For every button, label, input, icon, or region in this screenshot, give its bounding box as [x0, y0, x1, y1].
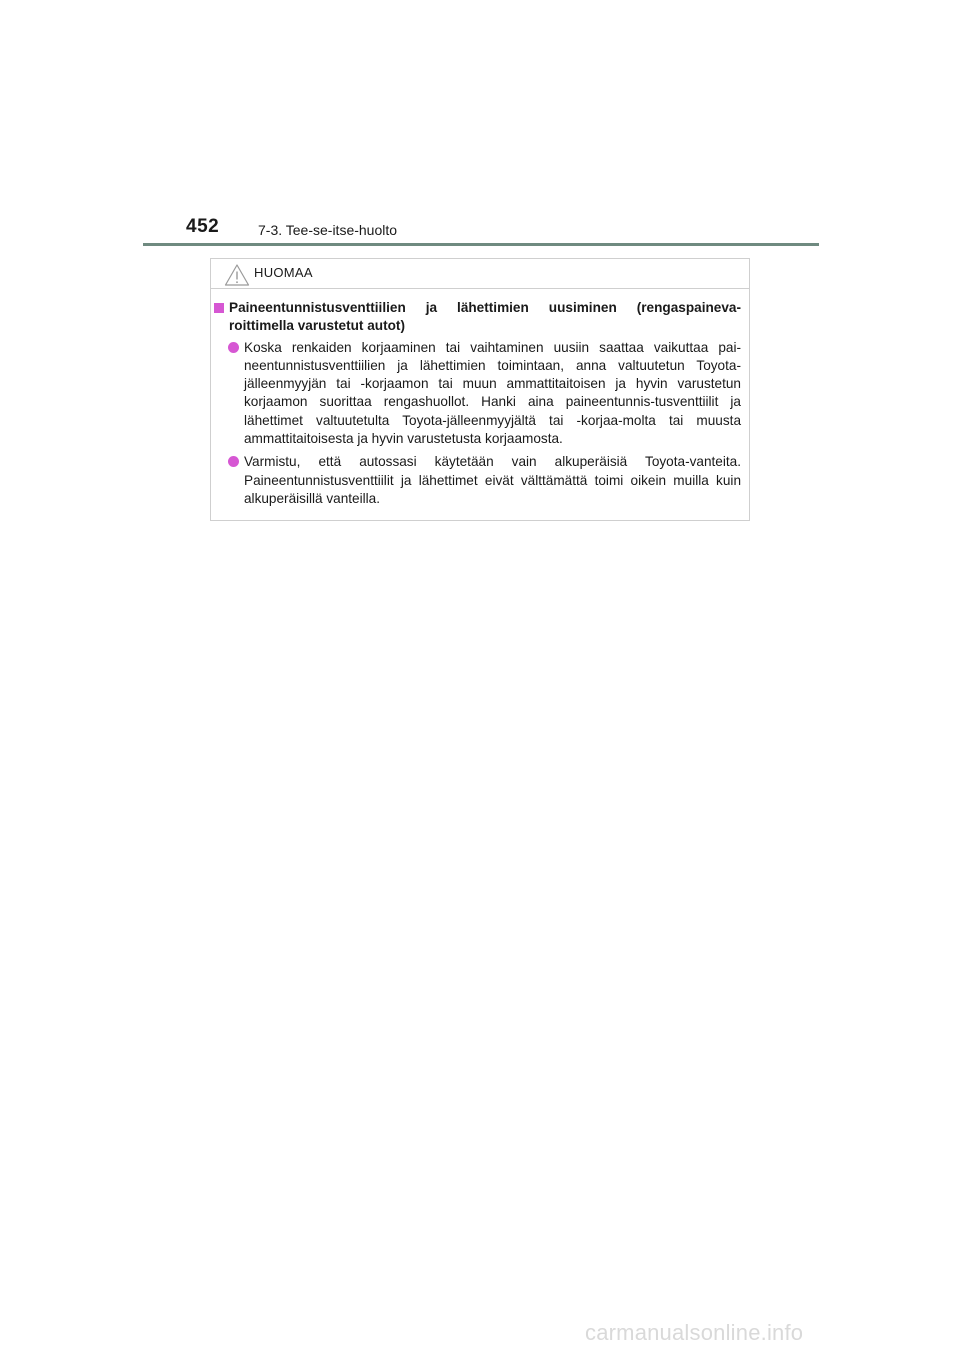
notice-heading: [214, 299, 741, 336]
watermark: carmanualsonline.info: [585, 1320, 804, 1345]
page-number: 452: [186, 216, 220, 237]
section-title: 7-3. Tee-se-itse-huolto: [258, 222, 398, 238]
list-item: [214, 339, 741, 449]
header-rule: [143, 243, 819, 246]
notice-body: [214, 299, 741, 508]
dot-bullet-icon: [228, 456, 239, 467]
warning-triangle-icon: [224, 263, 250, 287]
square-bullet-icon: [214, 303, 224, 313]
list-item-text: Koska renkaiden korjaaminen tai vaihtaminen uusiin saattaa vaikuttaa pai-neentunnistusventtiilien ja lähettimien toimintaan, anna valtuutetun Toyota-jälleenmyyjän tai -korjaamon tai muun ammattitaitoisen ja hyvin varustetun korjaamon suorittaa rengashuollot. Hanki aina paineentunnis-tusventtiilit ja lähettimet valtuutetulta Toyota-jälleenmyyjältä tai -korjaa-molta tai muusta ammattitaitoisesta ja hyvin varustetusta korjaamosta.: [244, 339, 741, 447]
notice-heading-text: Paineentunnistusventtiilien ja lähettimien uusiminen (rengaspaineva-roittimella varustetut autot): [229, 300, 741, 334]
list-item-text: Varmistu, että autossasi käytetään vain alkuperäisiä Toyota-vanteita. Paineentunnistusventtiilit ja lähettimet eivät välttämättä toimi oikein muilla kuin alkuperäisillä vanteilla.: [244, 454, 741, 506]
list-item: [214, 453, 741, 508]
dot-bullet-icon: [228, 342, 239, 353]
notice-box: [210, 258, 750, 521]
notice-header: [211, 259, 749, 289]
notice-title: HUOMAA: [254, 265, 313, 280]
